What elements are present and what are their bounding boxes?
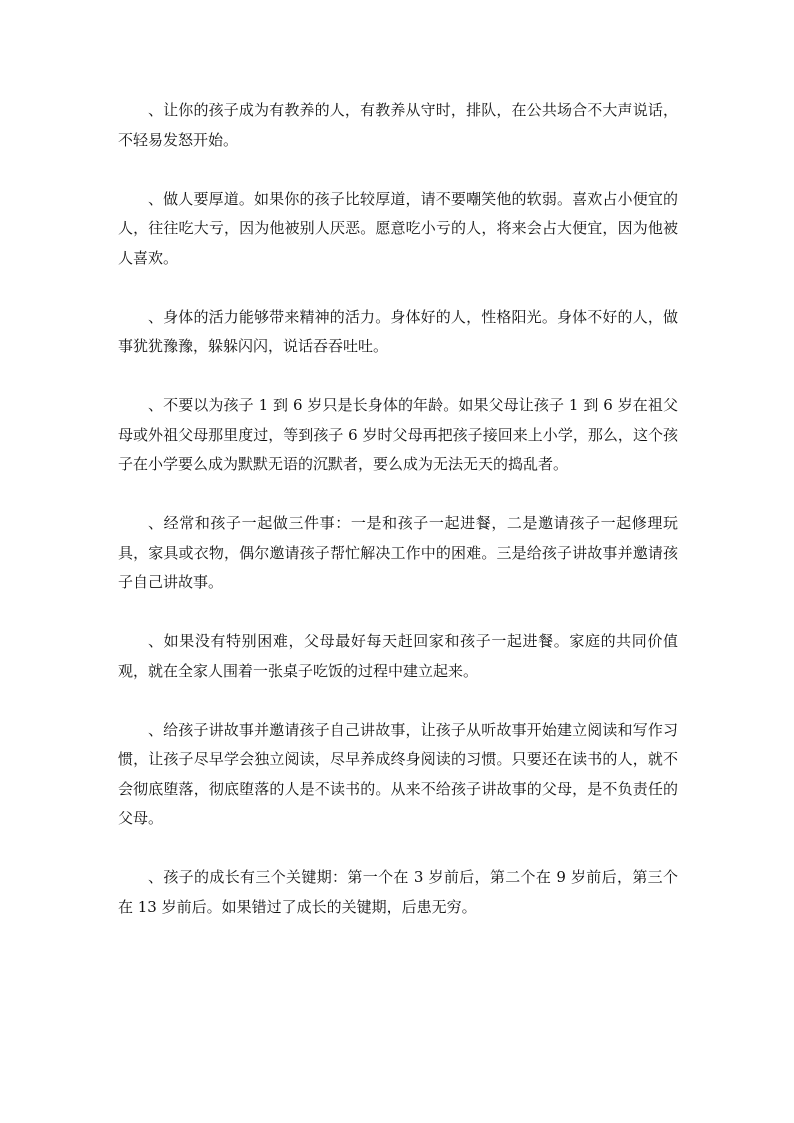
paragraph-3: 、身体的活力能够带来精神的活力。身体好的人，性格阳光。身体不好的人，做事犹犹豫豫，躲躲闪闪，说话吞吞吐吐。: [118, 307, 678, 355]
document-body: [118, 96, 678, 922]
paragraph-1: 、让你的孩子成为有教养的人，有教养从守时，排队，在公共场合不大声说话，不轻易发怒开始。: [118, 101, 678, 149]
paragraph-7: 、给孩子讲故事并邀请孩子自己讲故事，让孩子从听故事开始建立阅读和写作习惯，让孩子尽早学会独立阅读，尽早养成终身阅读的习惯。只要还在读书的人，就不会彻底堕落，彻底堕落的人是不读书的。从来不给孩子讲故事的父母，是不负责任的父母。: [118, 720, 678, 827]
paragraph-4: 、不要以为孩子 1 到 6 岁只是长身体的年龄。如果父母让孩子 1 到 6 岁在祖父母或外祖父母那里度过，等到孩子 6 岁时父母再把孩子接回来上小学，那么，这个孩子在小学要么成为默默无语的沉默者，要么成为无法无天的捣乱者。: [118, 396, 678, 473]
paragraph-8: 、孩子的成长有三个关键期：第一个在 3 岁前后，第二个在 9 岁前后，第三个在 13 岁前后。如果错过了成长的关键期，后患无穷。: [118, 868, 678, 916]
paragraph-6: 、如果没有特别困难，父母最好每天赶回家和孩子一起进餐。家庭的共同价值观，就在全家人围着一张桌子吃饭的过程中建立起来。: [118, 632, 678, 680]
paragraph-5: 、经常和孩子一起做三件事：一是和孩子一起进餐，二是邀请孩子一起修理玩具，家具或衣物，偶尔邀请孩子帮忙解决工作中的困难。三是给孩子讲故事并邀请孩子自己讲故事。: [118, 514, 678, 591]
paragraph-2: 、做人要厚道。如果你的孩子比较厚道，请不要嘲笑他的软弱。喜欢占小便宜的人，往往吃大亏，因为他被别人厌恶。愿意吃小亏的人，将来会占大便宜，因为他被人喜欢。: [118, 189, 678, 267]
